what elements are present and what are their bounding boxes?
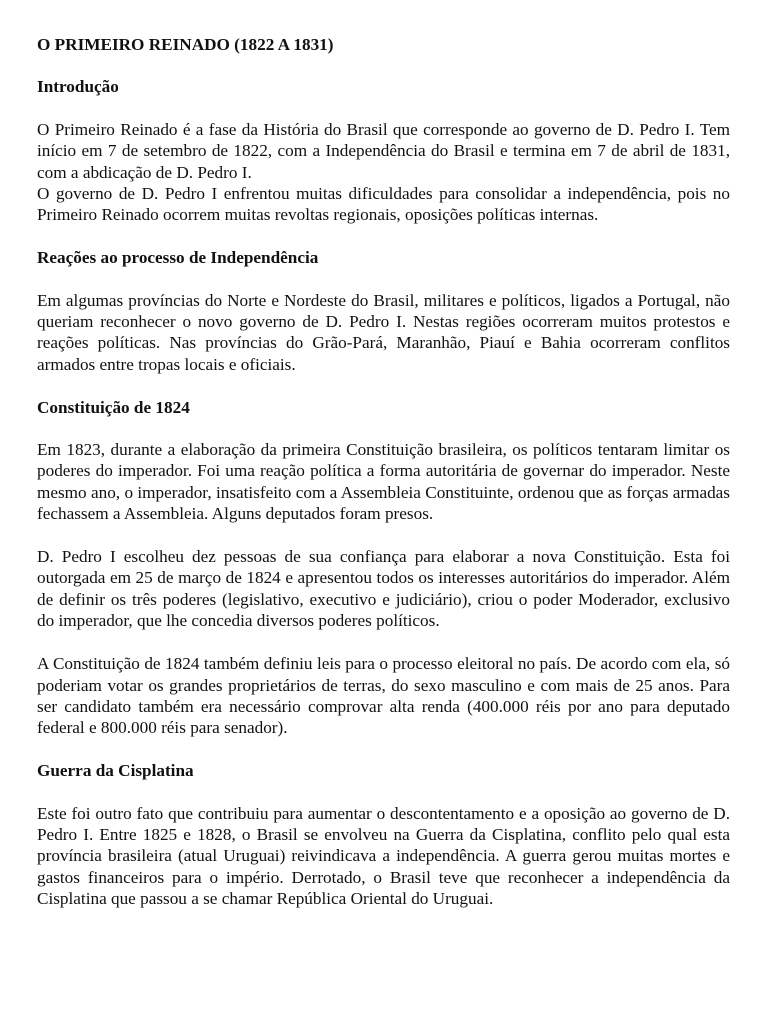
document-page	[37, 34, 730, 910]
section-heading-cisplatina: Guerra da Cisplatina	[37, 761, 194, 781]
section-heading-constituicao: Constituição de 1824	[37, 397, 190, 417]
paragraph: Este foi outro fato que contribuiu para aumentar o descontentamento e a oposição ao governo de D. Pedro I. Entre 1825 e 1828, o Brasil se envolveu na Guerra da Cisplatina, conflito pelo qual esta província brasileira (atual Uruguai) reivindicava a independência. A guerra gerou muitas mortes e gastos financeiros para o império. Derrotado, o Brasil teve que reconhecer a independência da Cisplatina que passou a se chamar República Oriental do Uruguai.	[37, 803, 730, 909]
paragraph: D. Pedro I escolheu dez pessoas de sua confiança para elaborar a nova Constituição. Esta foi outorgada em 25 de março de 1824 e apresentou todos os interesses autoritários do imperador. Além de definir os três poderes (legislativo, executivo e judiciário), criou o poder Moderador, exclusivo do imperador, que lhe concedia diversos poderes políticos.	[37, 547, 730, 631]
document-title: O PRIMEIRO REINADO (1822 A 1831)	[37, 35, 334, 54]
section-heading-reacoes: Reações ao processo de Independência	[37, 248, 319, 268]
paragraph: Em 1823, durante a elaboração da primeira Constituição brasileira, os políticos tentaram limitar os poderes do imperador. Foi uma reação política a forma autoritária de governar do imperador. Neste mesmo ano, o imperador, insatisfeito com a Assembleia Constituinte, ordenou que as forças armadas fechassem a Assembleia. Alguns deputados foram presos.	[37, 440, 730, 524]
section-heading-introducao: Introdução	[37, 77, 119, 97]
paragraph: O governo de D. Pedro I enfrentou muitas dificuldades para consolidar a independência, pois no Primeiro Reinado ocorrem muitas revoltas regionais, oposições políticas internas.	[37, 184, 730, 225]
paragraph: O Primeiro Reinado é a fase da História do Brasil que corresponde ao governo de D. Pedro I. Tem início em 7 de setembro de 1822, com a Independência do Brasil e termina em 7 de abril de 1831, com a abdicação de D. Pedro I.	[37, 119, 730, 182]
paragraph: Em algumas províncias do Norte e Nordeste do Brasil, militares e políticos, ligados a Portugal, não queriam reconhecer o novo governo de D. Pedro I. Nestas regiões ocorreram muitos protestos e reações políticas. Nas províncias do Grão-Pará, Maranhão, Piauí e Bahia ocorreram conflitos armados entre tropas locais e oficiais.	[37, 290, 730, 374]
paragraph: A Constituição de 1824 também definiu leis para o processo eleitoral no país. De acordo com ela, só poderiam votar os grandes proprietários de terras, do sexo masculino e com mais de 25 anos. Para ser candidato também era necessário comprovar alta renda (400.000 réis por ano para deputado federal e 800.000 réis para senador).	[37, 654, 730, 738]
